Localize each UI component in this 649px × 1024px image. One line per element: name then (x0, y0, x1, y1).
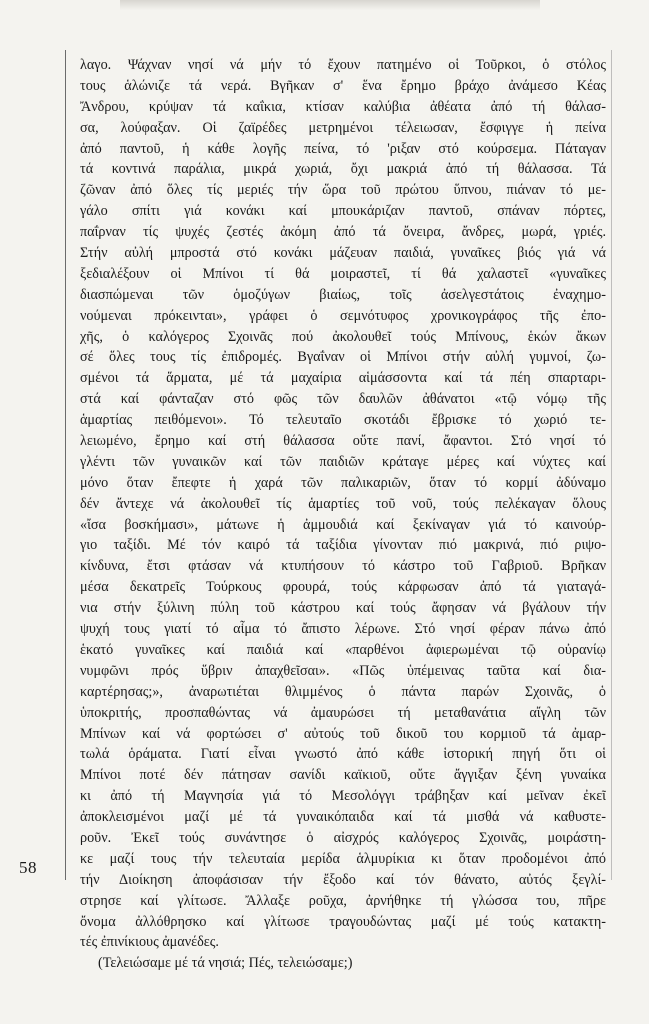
text-line: Μπίνοι ποτέ δέν πάτησαν σανίδι καϊκιοῦ, οὔτε ἄγγιξαν ξένη γυναίκα (80, 767, 606, 784)
text-line: μόνο ὅταν ἔπεφτε ἡ χαρά τῶν παλικαριῶν, ὅταν τό κορμί ἀδύναμο (80, 474, 606, 491)
text-line: λαγο. Ψάχναν νησί νά μήν τό ἔχουν πατημένο οἱ Τοῦρκοι, ὁ στόλος (80, 57, 606, 73)
text-line: τές ἐπινίκιους ἀμανέδες. (80, 934, 219, 951)
text-line: Στήν αὐλή μπροστά στό κονάκι μάζευαν παιδιά, γυναῖκες βιός γιά νά (80, 245, 606, 262)
text-line: Μπίνων καί νά φορτώσει σ' αὐτούς τοῦ δικοῦ του κορμιοῦ τά ἀμαρ- (80, 725, 606, 742)
text-line: μέσα δεκατρεῖς Τούρκους φρουρά, τούς κάρφωσαν ἀπό τά γιαταγά- (80, 579, 606, 596)
text-line: ἑκατό γυναῖκες καί παιδιά καί «παρθένοι ἀφιερωμέναι τῷ οὐρανίῳ (80, 641, 606, 658)
left-margin-rule (65, 50, 66, 880)
text-line: στά καί φάνταζαν στό φῶς τῶν δαυλῶν ἀθάνατοι «τῷ νόμῳ τῆς (80, 391, 606, 408)
text-line: σμένοι τά ἅρματα, μέ τά μαχαίρια αἱμάσσοντα καί τά πέη σπαρταρι- (80, 370, 606, 387)
text-line: ζῶναν ἀπό ὅλες τίς μεριές τήν ὥρα τοῦ πρώτου ὕπνου, πιάναν τό με- (80, 182, 606, 199)
body-text (80, 55, 606, 974)
text-line: «ἴσα βοσκήμασι», μάτωνε ἡ ἀμμουδιά καί ξεκίναγαν γιά τό καινούρ- (80, 516, 606, 533)
text-line: νυμφῶνι πρός ὕβριν ἀπαχθεῖσαι». «Πῶς ὑπέμεινας ταῦτα καί δια- (80, 662, 606, 679)
text-line: στρησε καί γλίτωσε. Ἄλλαξε ροῦχα, ἀρνήθηκε τή γλώσσα του, πῆρε (80, 892, 606, 909)
text-line: δέν ἄντεχε νά ἀκολουθεῖ τίς ἁμαρτίες τοῦ νοῦ, τούς πελέκαγαν ὅλους (80, 495, 606, 512)
text-line: ἀπό παντοῦ, ἡ κάθε λογῆς πείνα, τό 'ριξαν στό κούρσεμα. Πάταγαν (80, 140, 606, 157)
right-margin-rule (611, 50, 612, 880)
text-line: κίνδυνα, ἔτσι φτάσαν νά κτυπήσουν τό κάστρο τοῦ Γαβριοῦ. Βρῆκαν (80, 558, 606, 575)
text-line: σέ ὅλες τους τίς ἐπιδρομές. Βγαΐναν οἱ Μπίνοι στήν αὐλή γυμνοί, ζω- (80, 349, 606, 366)
text-line: ὑποκριτής, προσπαθώντας νά ἀμαυρώσει τή μεταθανάτια αἴγλη τῶν (80, 704, 606, 721)
text-line: ξεδιαλέξουν οἱ Μπίνοι τί θά μοιραστεῖ, τί θά χαλαστεῖ «γυναῖκες (80, 265, 606, 282)
text-line: τους ἁλώνιζε τά νερά. Βγῆκαν σ' ἕνα ἔρημο βράχο ἀνάμεσο Κέας (80, 77, 606, 94)
text-line: κι ἀπό τή Μαγνησία γιά τό Μεσολόγγι τράβηξαν καί μεῖναν ἐκεῖ (80, 788, 606, 805)
text-line: Ἄνδρου, κρύψαν τά καΐκια, κτίσαν καλύβια ἀθέατα ἀπό τή θάλασ- (80, 98, 606, 115)
text-line: ἀποκλεισμένοι μαζί μέ τά γυναικόπαιδα καί τά μισθά νά καθυστε- (80, 809, 606, 826)
text-line: γιο ταξίδι. Μέ τόν καιρό τά ταξίδια γίνονταν πιό μακρινά, πιό ριψο- (80, 537, 606, 554)
text-line: παΐρναν τίς ψυχές ζεστές ἀκόμη ἀπό τά ὄνειρα, ἄνδρες, μωρά, γριές. (80, 224, 606, 241)
text-line: κε μαζί τους τήν τελευταία μερίδα ἁλμυρίκια κι ὅταν προδομένοι ἀπό (80, 850, 606, 867)
text-line: ροῦν. Ἐκεῖ τούς συνάντησε ὁ αἰσχρός καλόγερος Σχοινᾶς, μοιράστη- (80, 829, 606, 846)
text-line: τωλά ὁράματα. Γιατί εἶναι γνωστό ἀπό κάθε ἱστορική πηγή ὅτι οἱ (80, 746, 606, 763)
text-line: νια στήν ξύλινη πύλη τοῦ κάστρου καί τούς ἄφησαν νά βγάλουν τήν (80, 600, 606, 617)
text-line: καρτέρησας;», ἀναρωτιέται θλιμμένος ὁ πάντα παρών Σχοινᾶς, ὁ (80, 683, 606, 700)
text-line: διασπώμεναι τῶν ὁμοζύγων βιαίως, τοῖς ἀσελγεστάτοις ἐναχημο- (80, 286, 606, 303)
text-line: λειωμένο, ἔρημο καί στή θάλασσα οὔτε πανί, ἄφαντοι. Στό νησί τό (80, 433, 606, 450)
text-line: γλέντι τῶν γυναικῶν καί τῶν παιδιῶν κράταγε μέρες καί νύχτες καί (80, 453, 606, 470)
text-line: ἁμαρτίας πειθόμενοι». Τό τελευταῖο σκοτάδι ἔβρισκε τό χωριό τε- (80, 412, 606, 429)
text-line: ὄνομα ἀλλόθρησκο καί γλίτωσε τραγουδώντας μαζί μέ τούς κατακτη- (80, 913, 606, 930)
text-line: τά κοντινά παράλια, μικρά χωριά, ὄχι μακριά ἀπό τή θάλασσα. Τά (80, 161, 606, 178)
text-line: τήν Διοίκηση ἀποφάσισαν τήν ἔξοδο καί τόν θάνατο, αὐτός ξεγλί- (80, 871, 606, 888)
text-line: γάλο σπίτι γιά κονάκι καί μπουκάριζαν παντοῦ, σπάναν πόρτες, (80, 203, 606, 220)
scan-shadow (120, 0, 540, 10)
page-number: 58 (19, 858, 37, 877)
text-line: χῆς, ὁ καλόγερος Σχοινᾶς πού ἀκολουθεῖ τούς Μπίνους, ἑκών ἄκων (80, 328, 606, 345)
text-line: σα, λούφαξαν. Οἱ ζαϊρέδες μετρημένοι τέλειωσαν, ἔσφιγγε ἡ πείνα (80, 119, 606, 136)
closing-line: (Τελειώσαμε μέ τά νησιά; Πές, τελειώσαμε;) (98, 955, 353, 972)
text-line: ψυχή τους γιατί τό αἷμα τό ἄπιστο λέρωνε. Στό νησί φέραν πάνω ἀπό (80, 621, 606, 638)
text-line: νούμεναι πρόκεινται», γράφει ὁ σεμνότυφος χρονικογράφος τῆς ἐπο- (80, 307, 606, 324)
